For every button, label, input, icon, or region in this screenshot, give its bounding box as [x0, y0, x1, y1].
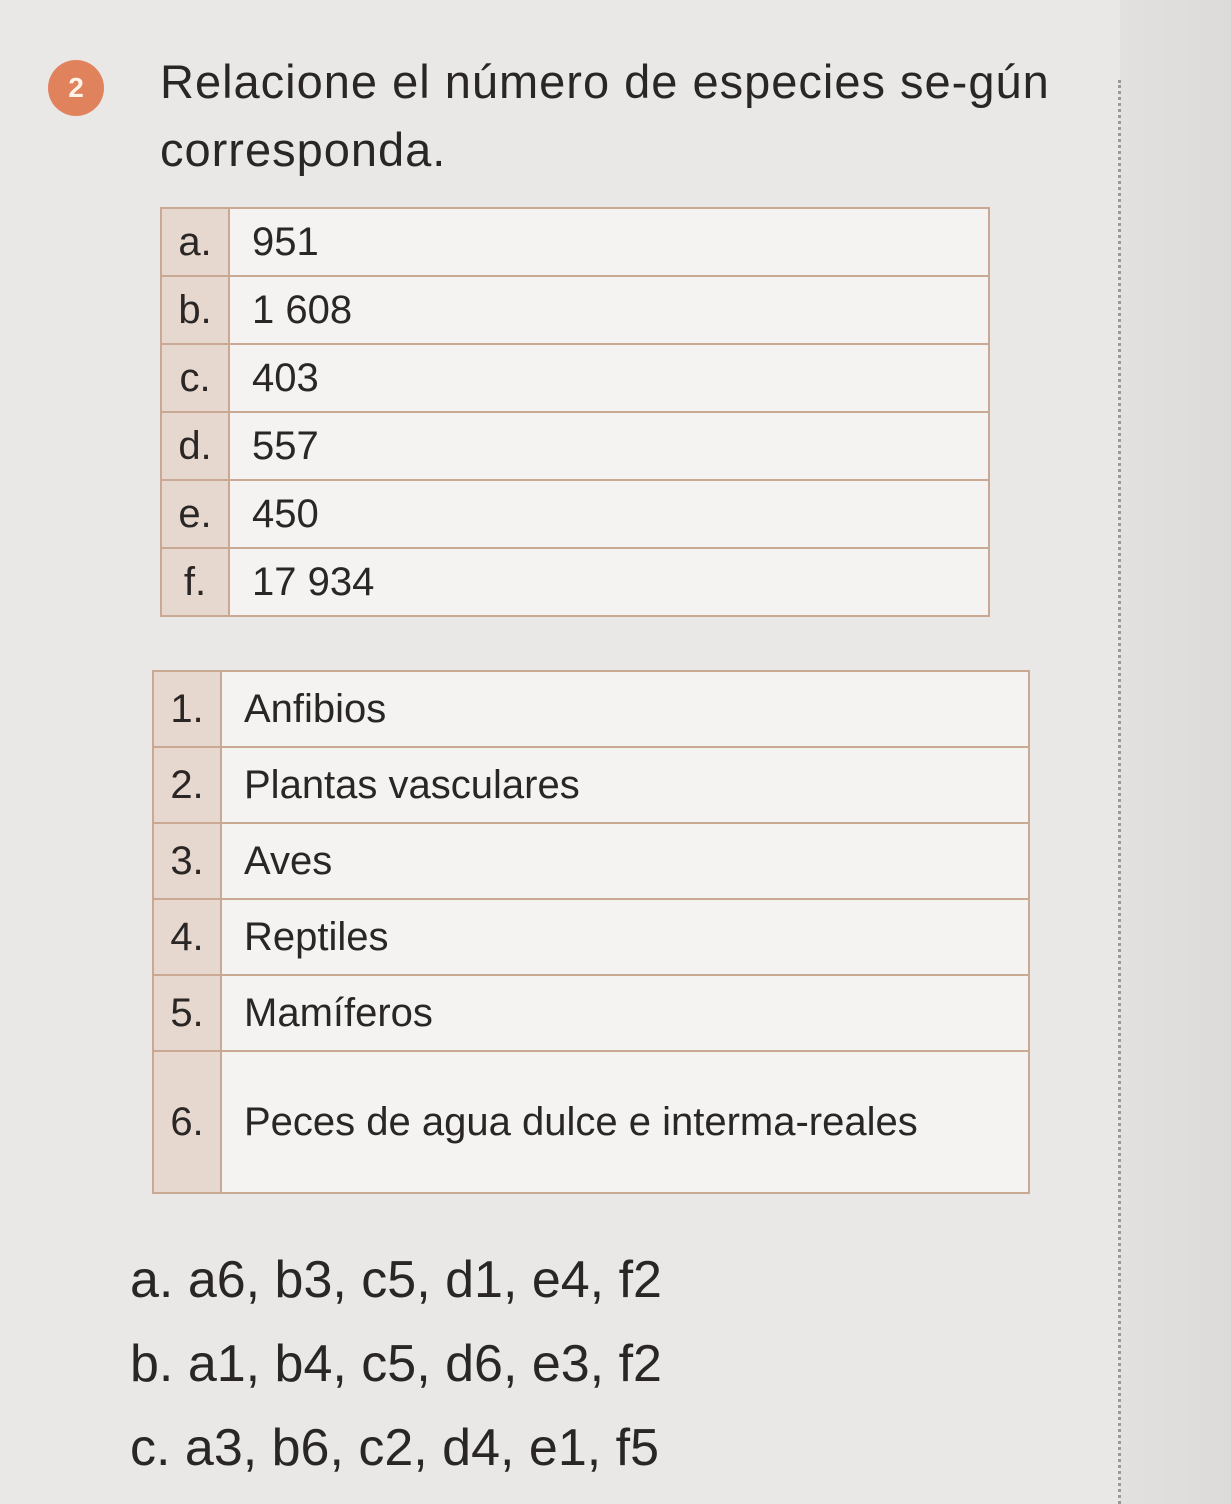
option-b[interactable]: b. a1, b4, c5, d6, e3, f2: [130, 1335, 662, 1393]
row-value: 951: [229, 208, 989, 276]
question-number-badge: 2: [48, 60, 104, 116]
row-key: a.: [161, 208, 229, 276]
table-row: [161, 412, 989, 480]
answer-options: [130, 1238, 662, 1490]
row-value: 1 608: [229, 276, 989, 344]
row-value: 450: [229, 480, 989, 548]
table-row: [161, 548, 989, 616]
row-key: 6.: [153, 1051, 221, 1193]
row-key: 4.: [153, 899, 221, 975]
row-value: Anfibios: [221, 671, 1029, 747]
species-group-table: [152, 670, 1030, 1194]
row-key: d.: [161, 412, 229, 480]
table-row: [153, 899, 1029, 975]
question-text: Relacione el número de especies se-gún corresponda.: [160, 55, 1050, 176]
table-row: [161, 276, 989, 344]
row-key: 1.: [153, 671, 221, 747]
table-row: [153, 671, 1029, 747]
row-value: 17 934: [229, 548, 989, 616]
row-value: Aves: [221, 823, 1029, 899]
table-row: [161, 344, 989, 412]
table-row: [153, 1051, 1029, 1193]
row-key: f.: [161, 548, 229, 616]
row-value: Mamíferos: [221, 975, 1029, 1051]
table-row: [153, 975, 1029, 1051]
row-value: Peces de agua dulce e interma-reales: [221, 1051, 1029, 1193]
row-value: Reptiles: [221, 899, 1029, 975]
row-key: c.: [161, 344, 229, 412]
row-key: 2.: [153, 747, 221, 823]
row-value: 403: [229, 344, 989, 412]
row-key: e.: [161, 480, 229, 548]
row-value: Plantas vasculares: [221, 747, 1029, 823]
row-key: 5.: [153, 975, 221, 1051]
species-count-table: [160, 207, 990, 617]
table-row: [153, 747, 1029, 823]
option-c[interactable]: c. a3, b6, c2, d4, e1, f5: [130, 1419, 660, 1477]
table-row: [153, 823, 1029, 899]
table-row: [161, 480, 989, 548]
option-a[interactable]: a. a6, b3, c5, d1, e4, f2: [130, 1251, 662, 1309]
table-row: [161, 208, 989, 276]
row-key: 3.: [153, 823, 221, 899]
row-key: b.: [161, 276, 229, 344]
page-edge: [1120, 0, 1231, 1504]
row-value: 557: [229, 412, 989, 480]
dotted-cut-line: [1118, 80, 1121, 1504]
